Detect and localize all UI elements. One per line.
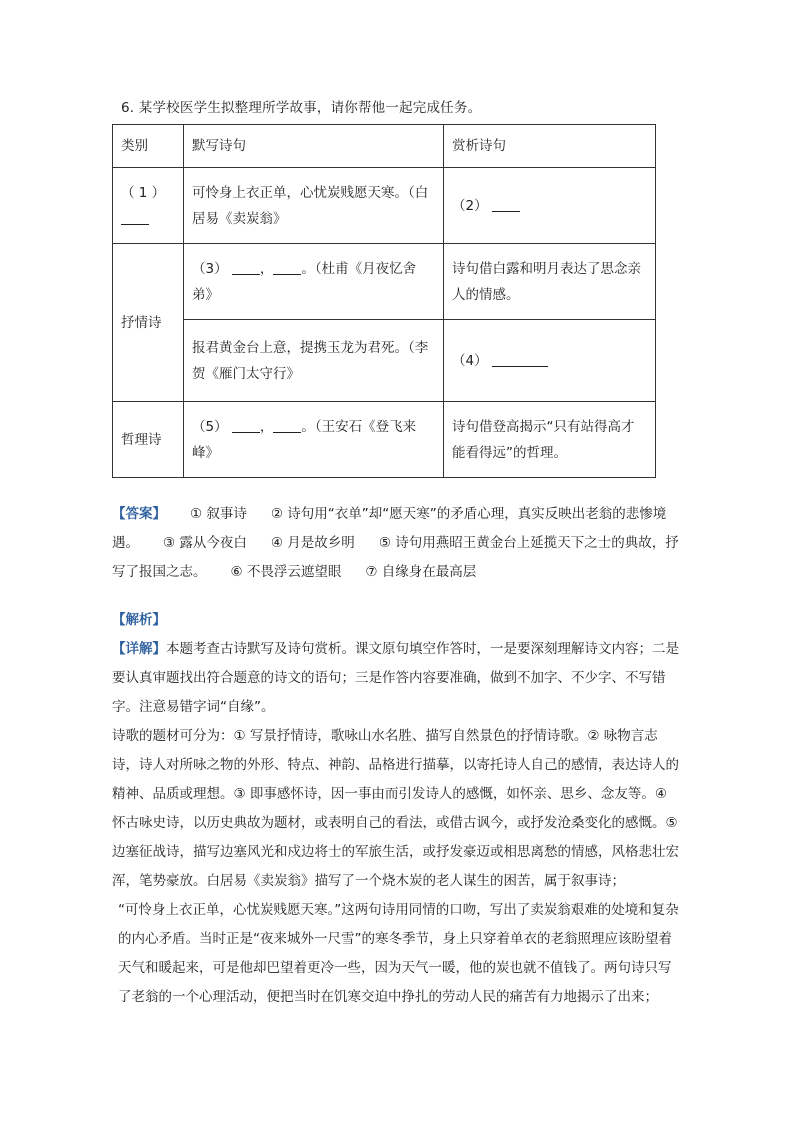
row4-poem-tail: 。（王安石《登飞来峰》 [192,418,417,461]
row1-category-num: （ 1 ） [121,184,166,201]
row2-analysis: 诗句借白露和明月表达了思念亲人的情感。 [444,244,656,320]
row4-analysis: 诗句借登高揭示“只有站得高才能看得远”的哲理。 [444,402,656,478]
detail-paragraph-2: 诗歌的题材可分为：① 写景抒情诗，歌咏山水名胜、描写自然景色的抒情诗歌。② 咏物言志诗，诗人对所咏之物的外形、特点、神韵、品格进行描摹，以寄托诗人自己的感情，表达诗人的精神、品质或理想。③ 即事感怀诗，因一事由而引发诗人的感慨，如怀亲、思乡、念友等。④ 怀古咏史诗，以历史典故为题材，或表明自己的看法，或借古讽今，或抒发沧桑变化的感慨。⑤边塞征战诗，描写边塞风光和戍边将士的军旅生活，或抒发豪迈或相思离愁的情感，风格悲壮宏浑，笔势豪放。白居易《卖炭翁》描写了一个烧木炭的老人谋生的困苦，属于叙事诗； [112,728,679,889]
row2-poem [184,244,444,320]
answer-2: ② 诗句用“衣单”却“愿天寒”的矛盾心理，真实反映出老翁的悲惨境遇。 [112,506,667,551]
row1-analysis [444,168,656,244]
blank-3a [232,258,260,275]
header-category: 类别 [113,125,184,168]
detail-paragraph-1: 本题考查古诗默写及诗句赏析。课文原句填空作答时，一是要深刻理解诗文内容；二是要认真审题找出符合题意的诗文的语句；三是作答内容要准确，做到不加字、不少字、不写错字。注意易错字词“自缘”。 [112,641,679,715]
question-title: 6. 某学校医学生拟整理所学故事，请你帮他一起完成任务。 [121,100,482,116]
row3-poem: 报君黄金台上意，提携玉龙为君死。（李贺《雁门太守行》 [184,320,444,402]
table-header-row [113,125,656,168]
table-row [113,168,656,244]
row4-poem-label: （5） [192,418,228,435]
row2-poem-sep: ， [259,260,274,277]
analysis-label: 【解析】 [112,612,166,628]
table-row [113,402,656,478]
answer-7: ⑦ 自缘身在最高层 [365,564,477,580]
answer-section [112,500,682,587]
row2-poem-label: （3） [192,260,228,277]
row2-category: 抒情诗 [113,244,184,402]
header-poem: 默写诗句 [184,125,444,168]
answer-5: ⑤ 诗句用燕昭王黄金台上延揽天下之士的典故，抒写了报国之志。 [112,535,679,580]
row3-analysis-label: （4） [452,352,488,369]
blank-1 [121,208,149,225]
blank-5a [232,416,260,433]
detail-label: 【详解】 [112,641,166,657]
answer-label: 【答案】 [112,506,166,522]
row4-poem-sep: ， [259,418,274,435]
blank-3b [273,258,301,275]
explanation-section [112,606,684,1012]
header-analysis: 赏析诗句 [444,125,656,168]
row1-poem: 可怜身上衣正单，心忧炭贱愿天寒。（白居易《卖炭翁》 [184,168,444,244]
row2-poem-tail: 。（杜甫《月夜忆舍弟》 [192,260,417,303]
row1-analysis-label: （2） [452,197,488,214]
row1-category [113,168,184,244]
blank-2 [492,195,520,212]
task-table [112,124,656,478]
row3-analysis [444,320,656,402]
table-row [113,320,656,402]
row4-category: 哲理诗 [113,402,184,478]
detail-paragraph-3: “可怜身上衣正单，心忧炭贱愿天寒。”这两句诗用同情的口吻，写出了卖炭翁艰难的处境和复杂的内心矛盾。当时正是“夜来城外一尺雪”的寒冬季节，身上只穿着单衣的老翁照理应该盼望着天气和暖起来，可是他却巴望着更冷一些，因为天气一暖，他的炭也就不值钱了。两句诗只写了老翁的一个心理活动，便把当时在饥寒交迫中挣扎的劳动人民的痛苦有力地揭示了出来； [118,902,679,1005]
answer-6: ⑥ 不畏浮云遮望眼 [230,564,342,580]
answer-1: ① 叙事诗 [190,506,247,522]
answer-4: ④ 月是故乡明 [270,535,355,551]
answer-3: ③ 露从今夜白 [163,535,247,551]
blank-5b [273,416,301,433]
row4-poem [184,402,444,478]
blank-4 [492,350,548,367]
table-row [113,244,656,320]
